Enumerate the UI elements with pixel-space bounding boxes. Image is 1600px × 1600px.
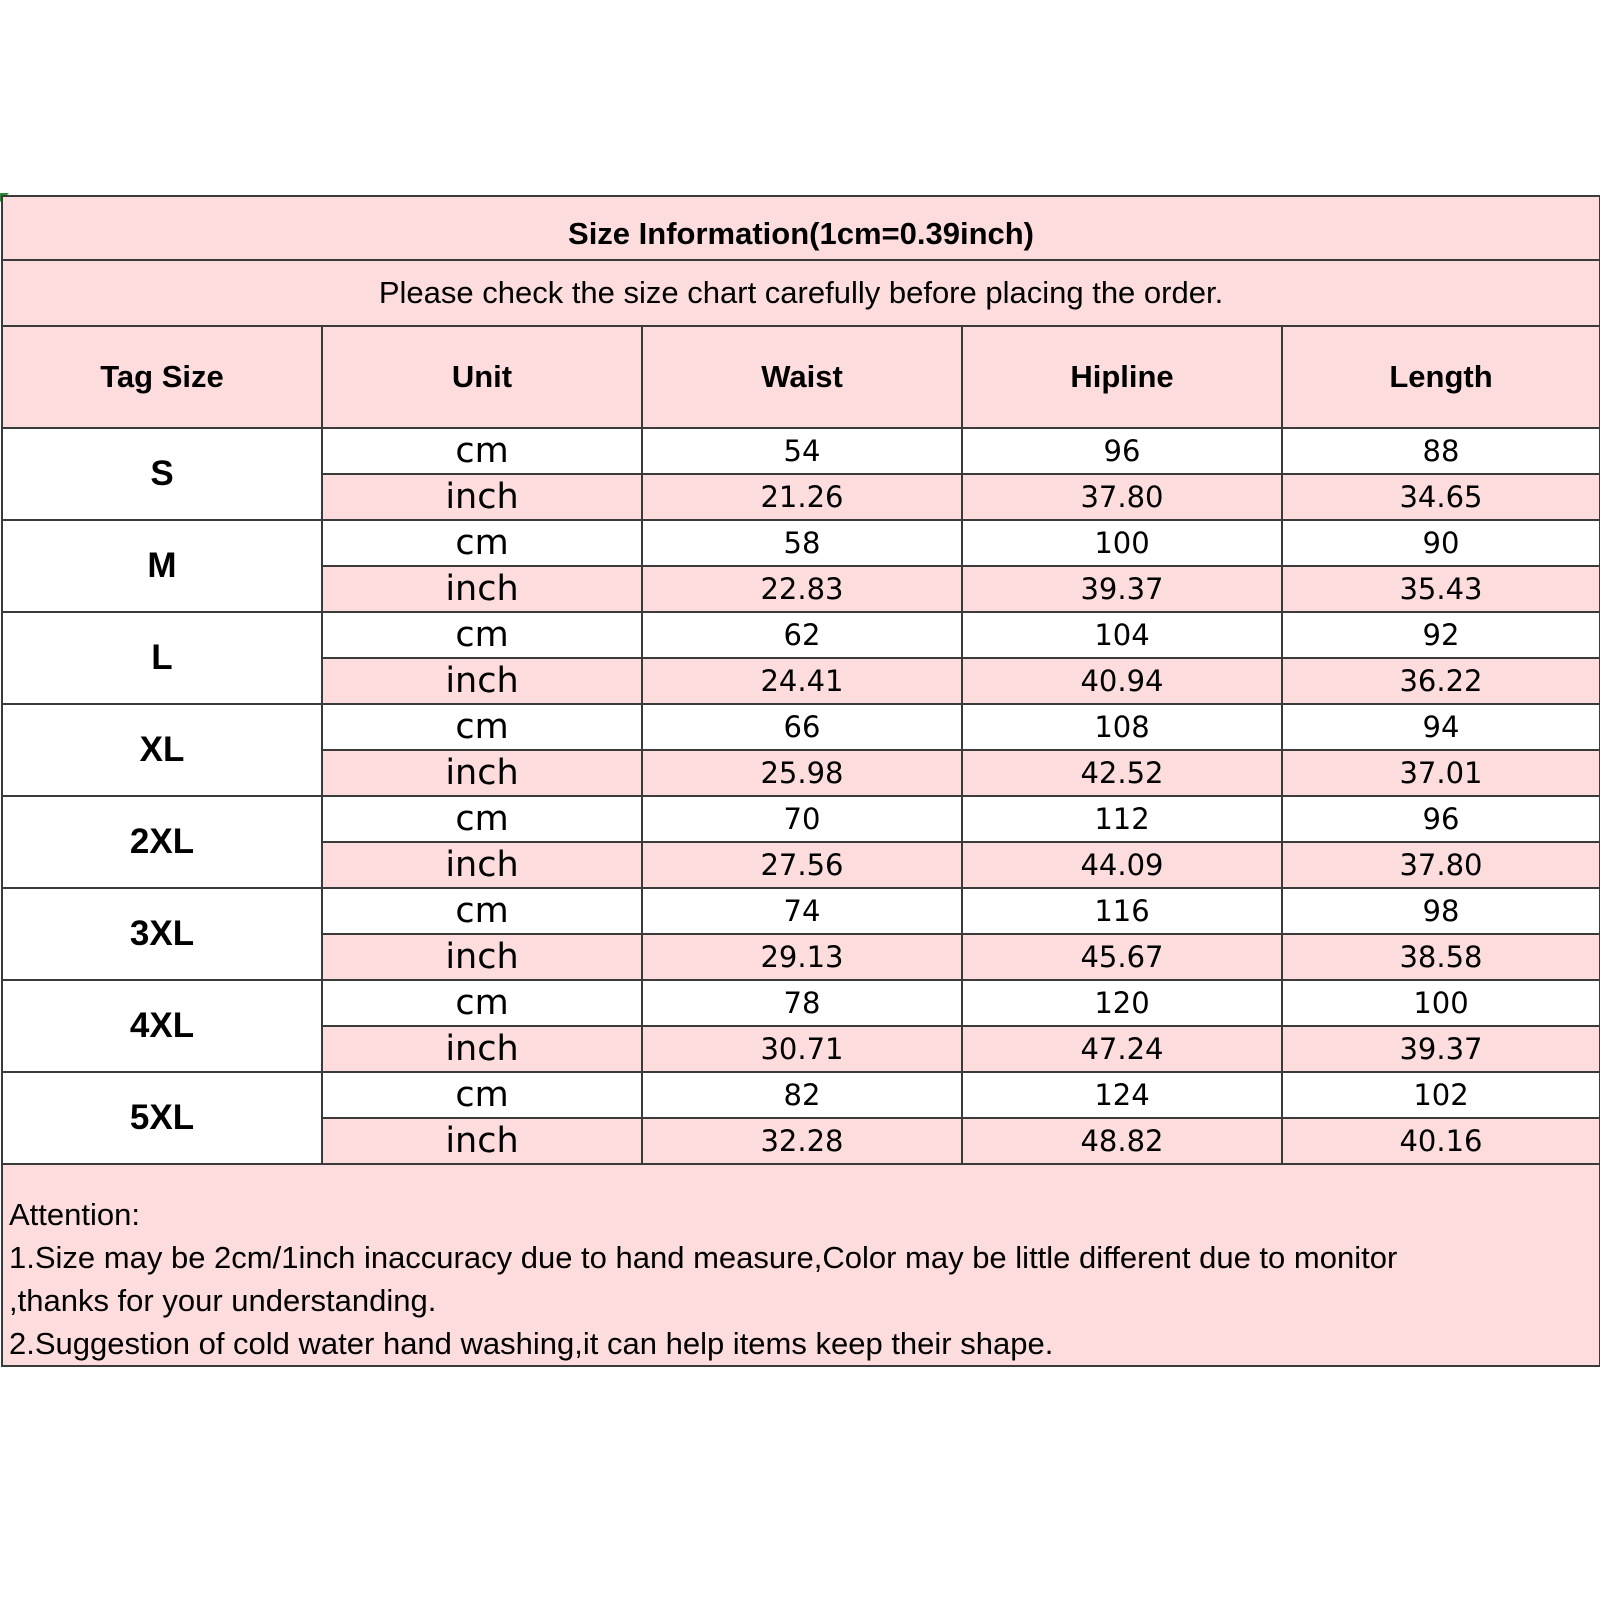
tag-size-cell: S [2,428,322,520]
hipline-value-cell: 47.24 [962,1026,1282,1072]
table-row [2,704,1600,750]
unit-cell: inch [322,1026,642,1072]
attention-row [2,1164,1600,1366]
hipline-value-cell: 120 [962,980,1282,1026]
table-row [2,520,1600,566]
hipline-value-cell: 45.67 [962,934,1282,980]
unit-cell: cm [322,980,642,1026]
length-value-cell: 100 [1282,980,1600,1026]
unit-cell: inch [322,934,642,980]
header-row [2,326,1600,428]
waist-value-cell: 27.56 [642,842,962,888]
table-row [2,428,1600,474]
unit-cell: inch [322,658,642,704]
hipline-value-cell: 112 [962,796,1282,842]
hipline-value-cell: 96 [962,428,1282,474]
length-value-cell: 36.22 [1282,658,1600,704]
title-row [2,196,1600,260]
tag-size-cell: L [2,612,322,704]
chart-title: Size Information(1cm=0.39inch) [2,196,1600,260]
tag-size-cell: 2XL [2,796,322,888]
attention-heading: Attention: [9,1197,140,1232]
hipline-value-cell: 42.52 [962,750,1282,796]
waist-value-cell: 74 [642,888,962,934]
waist-value-cell: 62 [642,612,962,658]
waist-value-cell: 66 [642,704,962,750]
length-value-cell: 40.16 [1282,1118,1600,1164]
length-value-cell: 94 [1282,704,1600,750]
waist-value-cell: 29.13 [642,934,962,980]
tag-size-cell: M [2,520,322,612]
tag-size-cell: 3XL [2,888,322,980]
header-length: Length [1282,326,1600,428]
header-hipline: Hipline [962,326,1282,428]
notice-row [2,260,1600,326]
tag-size-cell: XL [2,704,322,796]
chart-notice: Please check the size chart carefully before placing the order. [2,260,1600,326]
length-value-cell: 88 [1282,428,1600,474]
size-chart-table [1,195,1600,1367]
length-value-cell: 96 [1282,796,1600,842]
length-value-cell: 39.37 [1282,1026,1600,1072]
length-value-cell: 102 [1282,1072,1600,1118]
unit-cell: cm [322,428,642,474]
hipline-value-cell: 37.80 [962,474,1282,520]
tag-size-cell: 5XL [2,1072,322,1164]
length-value-cell: 34.65 [1282,474,1600,520]
hipline-value-cell: 100 [962,520,1282,566]
waist-value-cell: 25.98 [642,750,962,796]
waist-value-cell: 30.71 [642,1026,962,1072]
unit-cell: cm [322,520,642,566]
unit-cell: inch [322,1118,642,1164]
length-value-cell: 37.80 [1282,842,1600,888]
header-tag-size: Tag Size [2,326,322,428]
length-value-cell: 35.43 [1282,566,1600,612]
hipline-value-cell: 108 [962,704,1282,750]
unit-cell: cm [322,1072,642,1118]
table-row [2,1072,1600,1118]
hipline-value-cell: 116 [962,888,1282,934]
unit-cell: cm [322,796,642,842]
unit-cell: inch [322,566,642,612]
waist-value-cell: 22.83 [642,566,962,612]
waist-value-cell: 58 [642,520,962,566]
waist-value-cell: 82 [642,1072,962,1118]
length-value-cell: 92 [1282,612,1600,658]
header-waist: Waist [642,326,962,428]
table-row [2,888,1600,934]
unit-cell: inch [322,750,642,796]
unit-cell: cm [322,612,642,658]
waist-value-cell: 70 [642,796,962,842]
hipline-value-cell: 39.37 [962,566,1282,612]
table-row [2,796,1600,842]
table-row [2,980,1600,1026]
waist-value-cell: 32.28 [642,1118,962,1164]
attention-line: 2.Suggestion of cold water hand washing,it can help items keep their shape. [9,1326,1054,1361]
attention-notes [2,1164,1600,1366]
length-value-cell: 37.01 [1282,750,1600,796]
header-unit: Unit [322,326,642,428]
length-value-cell: 38.58 [1282,934,1600,980]
attention-line: ,thanks for your understanding. [9,1283,437,1318]
waist-value-cell: 78 [642,980,962,1026]
hipline-value-cell: 104 [962,612,1282,658]
attention-line: 1.Size may be 2cm/1inch inaccuracy due to hand measure,Color may be little different due to monitor [9,1240,1398,1275]
hipline-value-cell: 44.09 [962,842,1282,888]
hipline-value-cell: 48.82 [962,1118,1282,1164]
tag-size-cell: 4XL [2,980,322,1072]
hipline-value-cell: 40.94 [962,658,1282,704]
waist-value-cell: 24.41 [642,658,962,704]
waist-value-cell: 21.26 [642,474,962,520]
table-row [2,612,1600,658]
length-value-cell: 90 [1282,520,1600,566]
hipline-value-cell: 124 [962,1072,1282,1118]
unit-cell: inch [322,842,642,888]
unit-cell: inch [322,474,642,520]
unit-cell: cm [322,704,642,750]
length-value-cell: 98 [1282,888,1600,934]
unit-cell: cm [322,888,642,934]
waist-value-cell: 54 [642,428,962,474]
